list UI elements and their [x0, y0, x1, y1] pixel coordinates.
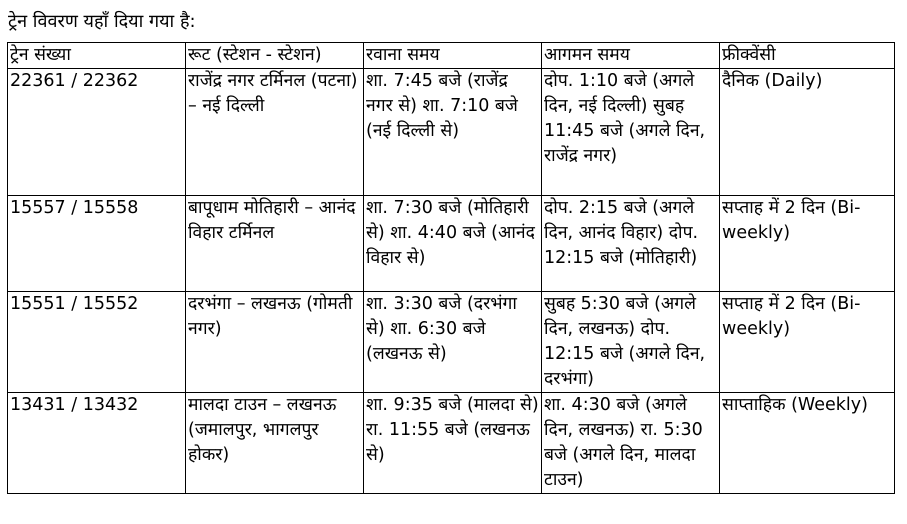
header-train-number: ट्रेन संख्या	[8, 43, 186, 69]
cell-train-number: 15557 / 15558	[8, 196, 186, 292]
cell-arrival: सुबह 5:30 बजे (अगले दिन, लखनऊ) दोप. 12:15 बजे (अगले दिन, दरभंगा)	[542, 292, 720, 393]
cell-arrival: दोप. 2:15 बजे (अगले दिन, आनंद विहार) दोप. 12:15 बजे (मोतिहारी)	[542, 196, 720, 292]
cell-route: राजेंद्र नगर टर्मिनल (पटना) – नई दिल्ली	[186, 69, 364, 196]
cell-departure: शा. 9:35 बजे (मालदा से) रा. 11:55 बजे (लखनऊ से)	[364, 393, 542, 494]
cell-frequency: सप्ताह में 2 दिन (Bi-weekly)	[720, 196, 895, 292]
cell-departure: शा. 3:30 बजे (दरभंगा से) शा. 6:30 बजे (लखनऊ से)	[364, 292, 542, 393]
table-header-row	[8, 43, 895, 69]
cell-route: बापूधाम मोतिहारी – आनंद विहार टर्मिनल	[186, 196, 364, 292]
table-row	[8, 69, 895, 196]
header-route: रूट (स्टेशन - स्टेशन)	[186, 43, 364, 69]
cell-arrival: दोप. 1:10 बजे (अगले दिन, नई दिल्ली) सुबह 11:45 बजे (अगले दिन, राजेंद्र नगर)	[542, 69, 720, 196]
header-frequency: फ्रीक्वेंसी	[720, 43, 895, 69]
cell-frequency: साप्ताहिक (Weekly)	[720, 393, 895, 494]
table-row	[8, 292, 895, 393]
table-row	[8, 393, 895, 494]
cell-train-number: 13431 / 13432	[8, 393, 186, 494]
cell-train-number: 15551 / 15552	[8, 292, 186, 393]
header-arrival-time: आगमन समय	[542, 43, 720, 69]
cell-departure: शा. 7:45 बजे (राजेंद्र नगर से) शा. 7:10 बजे (नई दिल्ली से)	[364, 69, 542, 196]
cell-frequency: सप्ताह में 2 दिन (Bi-weekly)	[720, 292, 895, 393]
page-heading: ट्रेन विवरण यहाँ दिया गया है:	[8, 11, 196, 32]
cell-frequency: दैनिक (Daily)	[720, 69, 895, 196]
cell-departure: शा. 7:30 बजे (मोतिहारी से) शा. 4:40 बजे (आनंद विहार से)	[364, 196, 542, 292]
cell-route: दरभंगा – लखनऊ (गोमती नगर)	[186, 292, 364, 393]
cell-train-number: 22361 / 22362	[8, 69, 186, 196]
train-details-table	[7, 42, 895, 494]
cell-arrival: शा. 4:30 बजे (अगले दिन, लखनऊ) रा. 5:30 बजे (अगले दिन, मालदा टाउन)	[542, 393, 720, 494]
header-departure-time: रवाना समय	[364, 43, 542, 69]
cell-route: मालदा टाउन – लखनऊ (जमालपुर, भागलपुर होकर)	[186, 393, 364, 494]
table-row	[8, 196, 895, 292]
